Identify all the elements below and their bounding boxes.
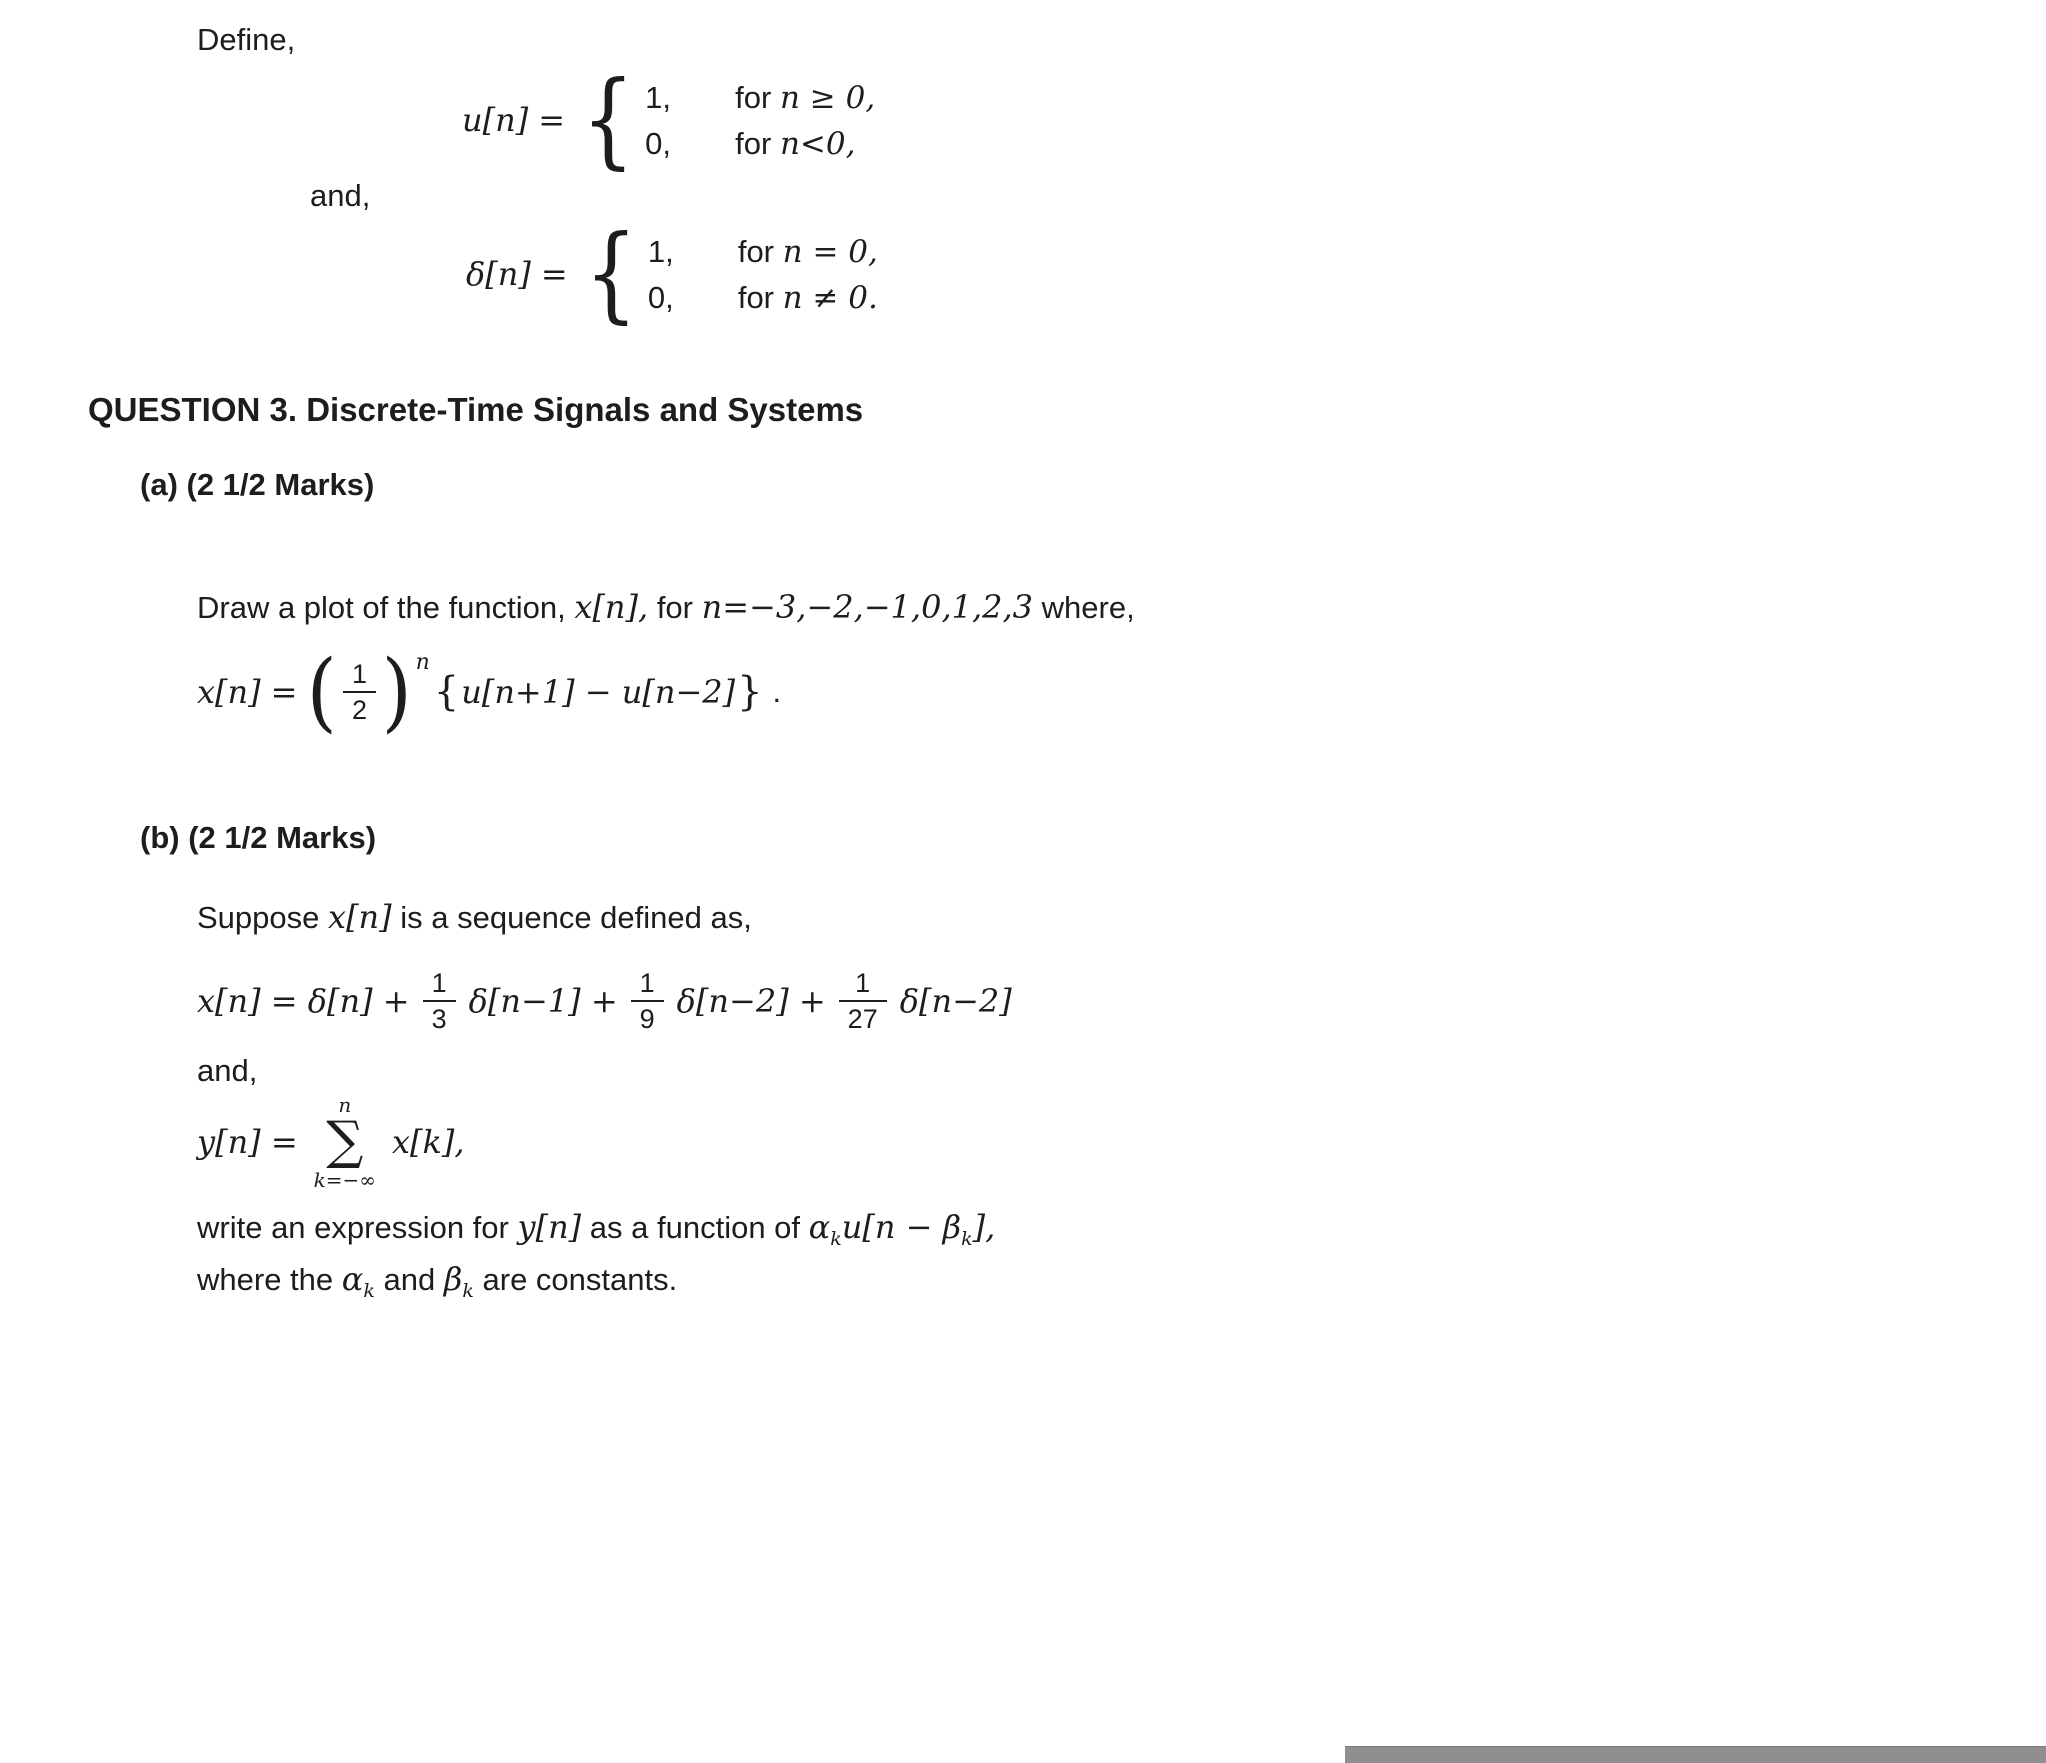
yn-summation-equation bbox=[197, 1092, 2046, 1193]
fraction-numerator: 1 bbox=[352, 659, 368, 689]
term: δ[n−1] + bbox=[468, 982, 618, 1021]
define-label: Define, bbox=[197, 22, 296, 57]
left-brace: { bbox=[584, 211, 638, 334]
condition-word: for bbox=[735, 79, 780, 115]
beta-symbol: β bbox=[443, 1260, 463, 1299]
case-row bbox=[645, 126, 875, 162]
alpha-u-expression bbox=[808, 1208, 996, 1251]
case-value: 1, bbox=[647, 233, 674, 269]
yn-lhs: y[n] = bbox=[197, 1123, 298, 1162]
xn-lhs: x[n] bbox=[197, 673, 261, 712]
term: δ[n−2] bbox=[899, 982, 1012, 1021]
case-condition bbox=[735, 80, 875, 116]
period: . bbox=[772, 674, 782, 710]
equals-sign: = bbox=[540, 254, 568, 293]
instruction-text: as a function of bbox=[589, 1210, 801, 1246]
xn-definition-equation bbox=[197, 642, 2046, 742]
alpha-subscript: k bbox=[363, 1280, 375, 1303]
piecewise-cases bbox=[648, 232, 878, 316]
case-value: 0, bbox=[647, 279, 674, 315]
case-value: 0, bbox=[645, 125, 672, 161]
u-beta-expression: u[n − β bbox=[841, 1208, 962, 1247]
xn-symbol: x[n] bbox=[328, 898, 392, 937]
alpha-constant bbox=[341, 1260, 375, 1303]
close-curly-brace: } bbox=[737, 669, 763, 716]
alpha-symbol: α bbox=[808, 1208, 831, 1247]
instruction-text: Draw a plot of the function, bbox=[197, 590, 566, 626]
equals-sign: = bbox=[270, 673, 298, 712]
open-curly-brace: { bbox=[433, 669, 460, 716]
n-range: n=−3,−2,−1,0,1,2,3 bbox=[701, 588, 1034, 627]
fraction-one-twenty-seventh bbox=[839, 969, 887, 1034]
instruction-text: write an expression for bbox=[197, 1210, 509, 1246]
closing-bracket: ], bbox=[972, 1208, 996, 1247]
summation-upper-limit: n bbox=[338, 1092, 352, 1117]
term: x[n] = δ[n] + bbox=[197, 982, 410, 1021]
case-row bbox=[645, 80, 875, 116]
fraction-denominator: 27 bbox=[839, 1000, 887, 1033]
condition-math: n ≥ 0, bbox=[779, 79, 876, 116]
intro-text: Suppose bbox=[197, 900, 320, 936]
note-text: are constants. bbox=[482, 1262, 678, 1298]
beta-subscript: k bbox=[961, 1228, 973, 1251]
unit-step-definition-equation bbox=[462, 58, 2046, 180]
unit-step-lhs: u[n] bbox=[462, 100, 529, 139]
fraction-one-half bbox=[343, 660, 376, 725]
constants-note bbox=[197, 1260, 2046, 1303]
sigma-icon: ∑ bbox=[326, 1110, 364, 1171]
part-b-intro bbox=[197, 898, 2046, 936]
instruction-text: for bbox=[656, 590, 693, 626]
condition-math: n = 0, bbox=[782, 233, 878, 270]
piecewise-cases bbox=[645, 78, 875, 162]
fraction-numerator: 1 bbox=[639, 968, 655, 998]
fraction-one-third bbox=[423, 969, 456, 1034]
case-row bbox=[648, 234, 878, 270]
alpha-symbol: α bbox=[341, 1260, 364, 1299]
condition-math: n<0, bbox=[779, 125, 856, 162]
case-row bbox=[648, 280, 878, 316]
fraction-denominator: 3 bbox=[423, 1000, 456, 1033]
horizontal-scrollbar-thumb[interactable] bbox=[1345, 1746, 2046, 1763]
term: δ[n−2] + bbox=[676, 982, 826, 1021]
case-condition bbox=[738, 280, 878, 316]
condition-word: for bbox=[737, 279, 783, 315]
and-label: and, bbox=[197, 1053, 258, 1089]
and-label: and, bbox=[310, 177, 371, 213]
part-b-instruction bbox=[197, 1208, 2046, 1251]
fraction-denominator: 9 bbox=[631, 1000, 664, 1033]
fraction-numerator: 1 bbox=[431, 968, 447, 998]
xk-term: x[k], bbox=[391, 1123, 465, 1162]
part-a-label: (a) (2 1/2 Marks) bbox=[140, 467, 375, 503]
fraction-numerator: 1 bbox=[855, 968, 871, 998]
summation-lower-limit: k=−∞ bbox=[313, 1168, 376, 1193]
fraction-denominator: 2 bbox=[343, 691, 376, 724]
condition-math: n ≠ 0. bbox=[782, 279, 878, 316]
u-difference-expression: u[n+1] − u[n−2] bbox=[461, 673, 736, 712]
alpha-subscript: k bbox=[830, 1228, 842, 1251]
part-a-instruction bbox=[197, 588, 2046, 626]
condition-word: for bbox=[735, 125, 780, 161]
note-text: and bbox=[383, 1262, 436, 1298]
exponent-n: n bbox=[415, 649, 430, 675]
question-heading: QUESTION 3. Discrete-Time Signals and Systems bbox=[88, 391, 864, 429]
equals-sign: = bbox=[538, 100, 565, 139]
intro-text: is a sequence defined as, bbox=[400, 900, 752, 936]
left-brace: { bbox=[581, 58, 635, 180]
case-condition bbox=[738, 234, 878, 270]
part-b-label: (b) (2 1/2 Marks) bbox=[140, 820, 377, 856]
open-paren: ( bbox=[307, 641, 338, 742]
beta-constant bbox=[443, 1260, 474, 1303]
delta-lhs: δ[n] bbox=[466, 254, 531, 293]
xn-symbol: x[n], bbox=[574, 588, 649, 627]
condition-word: for bbox=[737, 233, 783, 269]
xn-delta-sum-equation bbox=[197, 962, 2046, 1040]
note-text: where the bbox=[197, 1262, 334, 1298]
delta-definition-equation bbox=[466, 211, 2046, 334]
fraction-one-ninth bbox=[631, 969, 664, 1034]
beta-subscript: k bbox=[462, 1280, 474, 1303]
summation-symbol bbox=[313, 1092, 376, 1193]
case-value: 1, bbox=[645, 79, 672, 115]
instruction-text: where, bbox=[1041, 590, 1135, 626]
yn-symbol: y[n] bbox=[517, 1208, 582, 1247]
close-paren: ) bbox=[381, 641, 412, 742]
paren-group bbox=[305, 641, 430, 742]
case-condition bbox=[735, 126, 855, 162]
